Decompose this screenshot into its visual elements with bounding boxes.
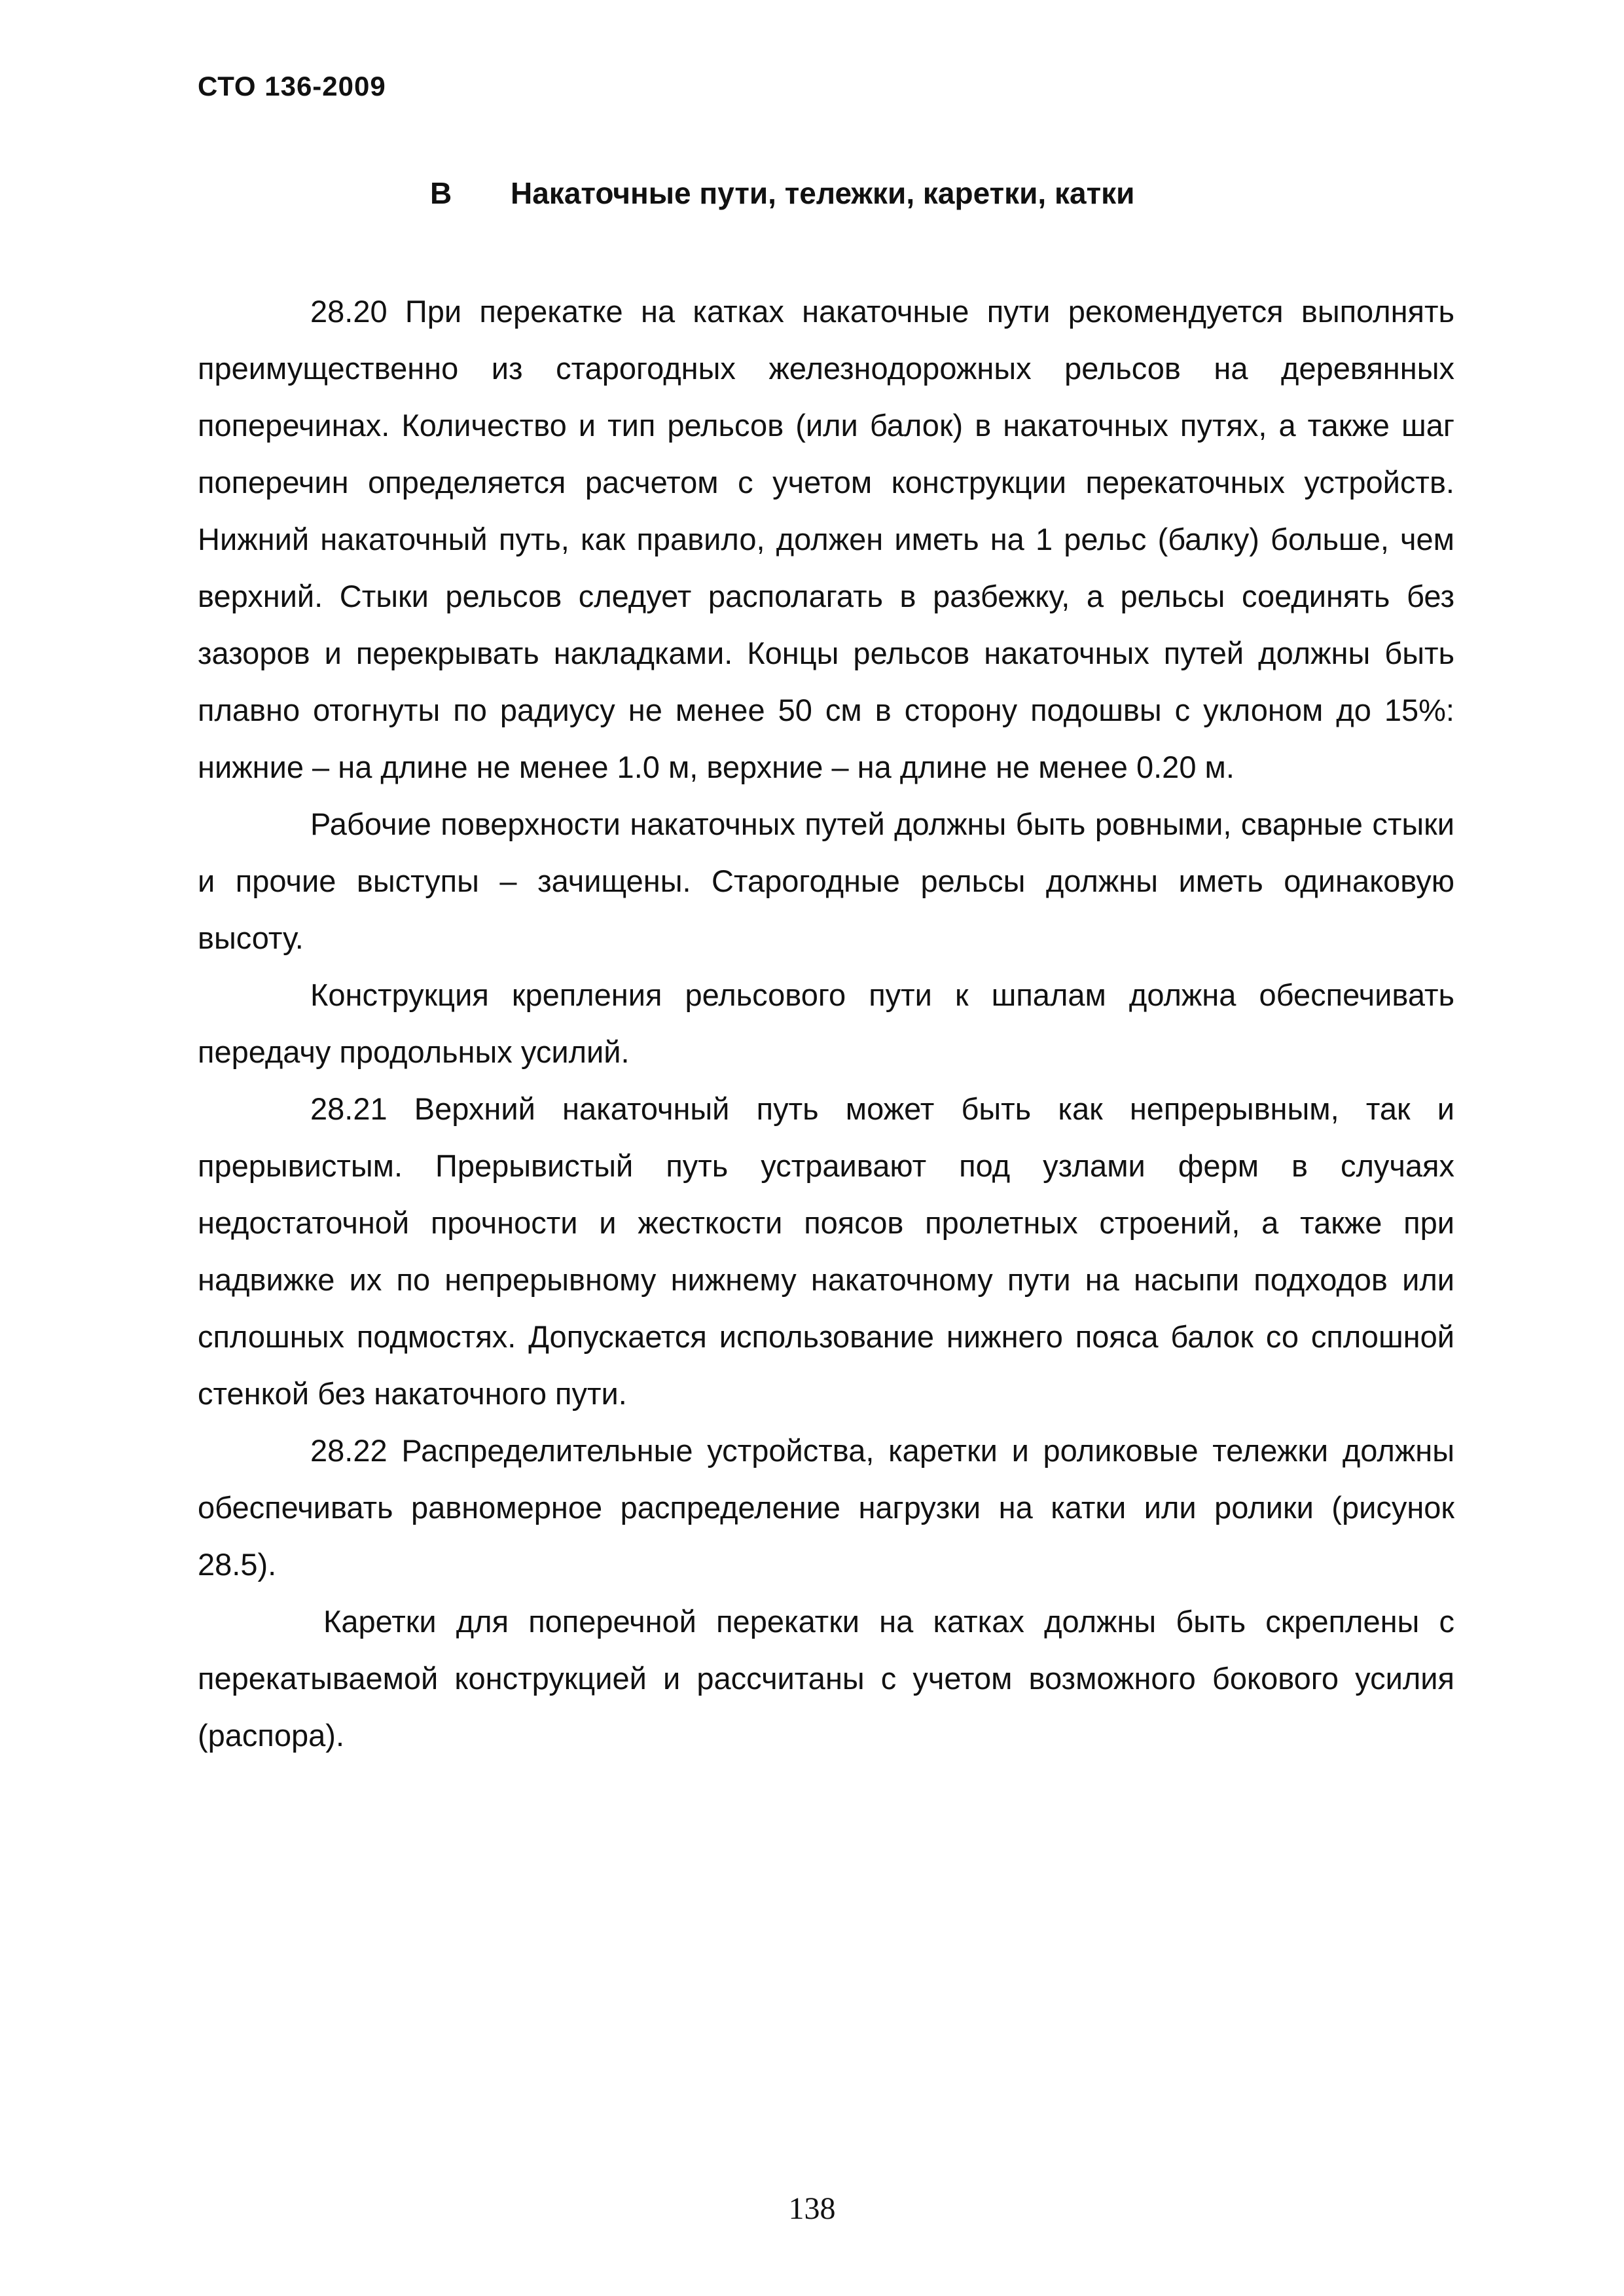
document-code: СТО 136-2009: [198, 71, 386, 101]
page-number: 138: [788, 2191, 836, 2226]
paragraph-28-20: 28.20 При перекатке на катках накаточные пути рекомендуется выполнять преимущественно из старогодных железнодорожных рельсов на деревянных поперечинах. Количество и тип рельсов (или балок) в накаточных путях, а также шаг поперечин определяется расчетом с учетом конструкции перекаточных устройств. Нижний накаточный путь, как правило, должен иметь на 1 рельс (балку) больше, чем верхний. Стыки рельсов следует располагать в разбежку, а рельсы соединять без зазоров и перекрывать накладками. Концы рельсов накаточных путей должны быть плавно отогнуты по радиусу не менее 50 см в сторону подошвы с уклоном до 15%: нижние – на длине не менее 1.0 м, верхние – на длине не менее 0.20 м.: [198, 294, 1454, 784]
document-body: [198, 283, 1454, 1764]
paragraph-working-surfaces: Рабочие поверхности накаточных путей должны быть ровными, сварные стыки и прочие выступы – зачищены. Старогодные рельсы должны иметь одинаковую высоту.: [198, 807, 1454, 955]
paragraph-rail-fastening: Конструкция крепления рельсового пути к шпалам должна обеспечивать передачу продольных усилий.: [198, 977, 1454, 1069]
paragraph-28-22: 28.22 Распределительные устройства, каретки и роликовые тележки должны обеспечивать равномерное распределение нагрузки на катки или ролики (рисунок 28.5).: [198, 1433, 1454, 1582]
paragraph-28-21: 28.21 Верхний накаточный путь может быть как непрерывным, так и прерывистым. Прерывистый путь устраивают под узлами ферм в случаях недостаточной прочности и жесткости поясов пролетных строений, а также при надвижке их по непрерывному нижнему накаточному пути на насыпи подходов или сплошных подмостях. Допускается использование нижнего пояса балок со сплошной стенкой без накаточного пути.: [198, 1091, 1454, 1411]
section-letter: В: [430, 176, 452, 210]
section-title: Накаточные пути, тележки, каретки, катки: [511, 176, 1135, 210]
paragraph-carriages: Каретки для поперечной перекатки на катках должны быть скреплены с перекатываемой конструкцией и рассчитаны с учетом возможного бокового усилия (распора).: [198, 1604, 1454, 1753]
section-heading: [430, 175, 1134, 211]
